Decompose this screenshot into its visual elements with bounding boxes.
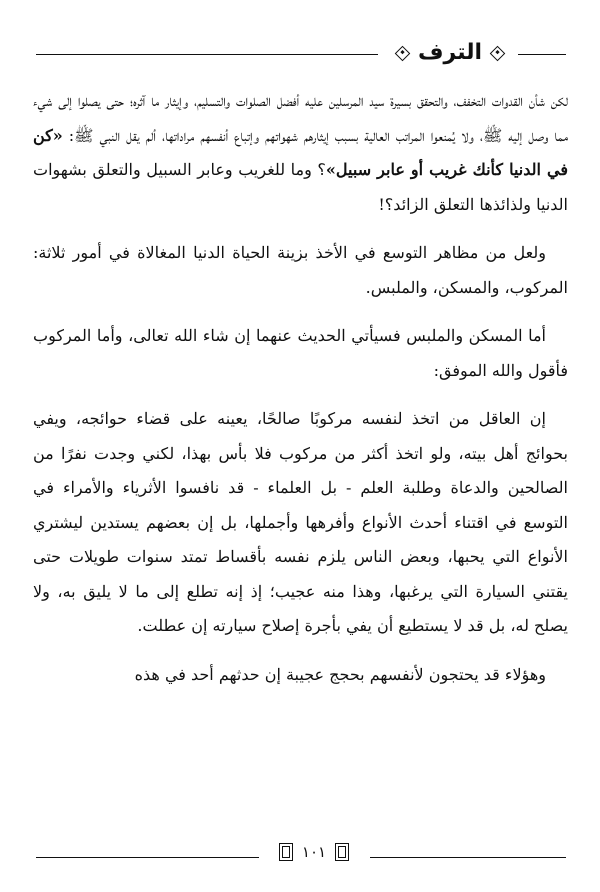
page-body — [33, 84, 568, 706]
page-number: ١٠١ — [301, 843, 327, 861]
page-number-box — [262, 840, 366, 864]
paragraph-3: أما المسكن والملبس فسيأتي الحديث عنهما إن شاء الله تعالى، وأما المركوب فأقول والله الموفق: — [33, 326, 568, 380]
paragraph-1-text: لكن شأن القدوات التخفف، والتحقق بسيرة سيد المرسلين عليه أفضل الصلوات والتسليم، وإيثار ما آثره؛ حتى يصلوا إلى شيء مما وصل إليه ﷺ، ولا يُمنعوا المراتب العالية بسبب إيثارهم شهواتهم وإتباع أنفسهم مراداتها، ألم يقل النبي ﷺ: — [33, 91, 568, 145]
diamond-ornament-icon — [395, 45, 411, 61]
bracket-ornament-icon — [335, 843, 349, 861]
header-rule-left — [36, 54, 378, 55]
running-title: الترف — [417, 40, 483, 65]
page-footer — [36, 836, 566, 866]
header-title-group — [381, 38, 519, 68]
footer-rule-left — [36, 857, 259, 858]
page-header — [36, 38, 566, 68]
header-rule-right — [518, 54, 566, 55]
paragraph-4: إن العاقل من اتخذ لنفسه مركوبًا صالحًا، يعينه على قضاء حوائجه، ويفي بحوائج أهل بيته، ولو اتخذ أكثر من مركوب فلا بأس بهذا، لكني وجدت نفرًا من الصالحين والدعاة وطلبة العلم - بل العلماء - قد نافسوا الأثرياء والأمراء في التوسع في اقتناء أحدث الأنواع وأفرهها وأجملها، بل إن بعضهم يستدين ليشتري الأنواع التي يحبها، وبعض الناس يلزم نفسه بأقساط تمتد سنوات طويلات حتى يقتني السيارة التي يرغبها، وهذا منه عجيب؛ إذ إنه تطلع إلى ما لا يليق به، ولا يصلح له، بل قد لا يستطيع أن يفي بأجرة إصلاح سيارته إن عطلت. — [33, 409, 568, 635]
diamond-ornament-icon — [490, 45, 506, 61]
paragraph-1 — [33, 84, 568, 222]
paragraph-5: وهؤلاء قد يحتجون لأنفسهم بحجج عجيبة إن حدثهم أحد في هذه — [134, 664, 546, 684]
footer-rule-right — [370, 857, 566, 858]
bracket-ornament-icon — [279, 843, 293, 861]
hadith-quote: «كن في الدنيا كأنك غريب أو عابر سبيل» — [33, 125, 568, 179]
paragraph-2: ولعل من مظاهر التوسع في الأخذ بزينة الحياة الدنيا المغالاة في أمور ثلاثة: المركوب، والمسكن، والملبس. — [33, 243, 568, 297]
paragraph-1-tail: ؟ وما للغريب وعابر السبيل والتعلق بشهوات الدنيا ولذائذها التعلق الزائد؟! — [33, 160, 568, 214]
